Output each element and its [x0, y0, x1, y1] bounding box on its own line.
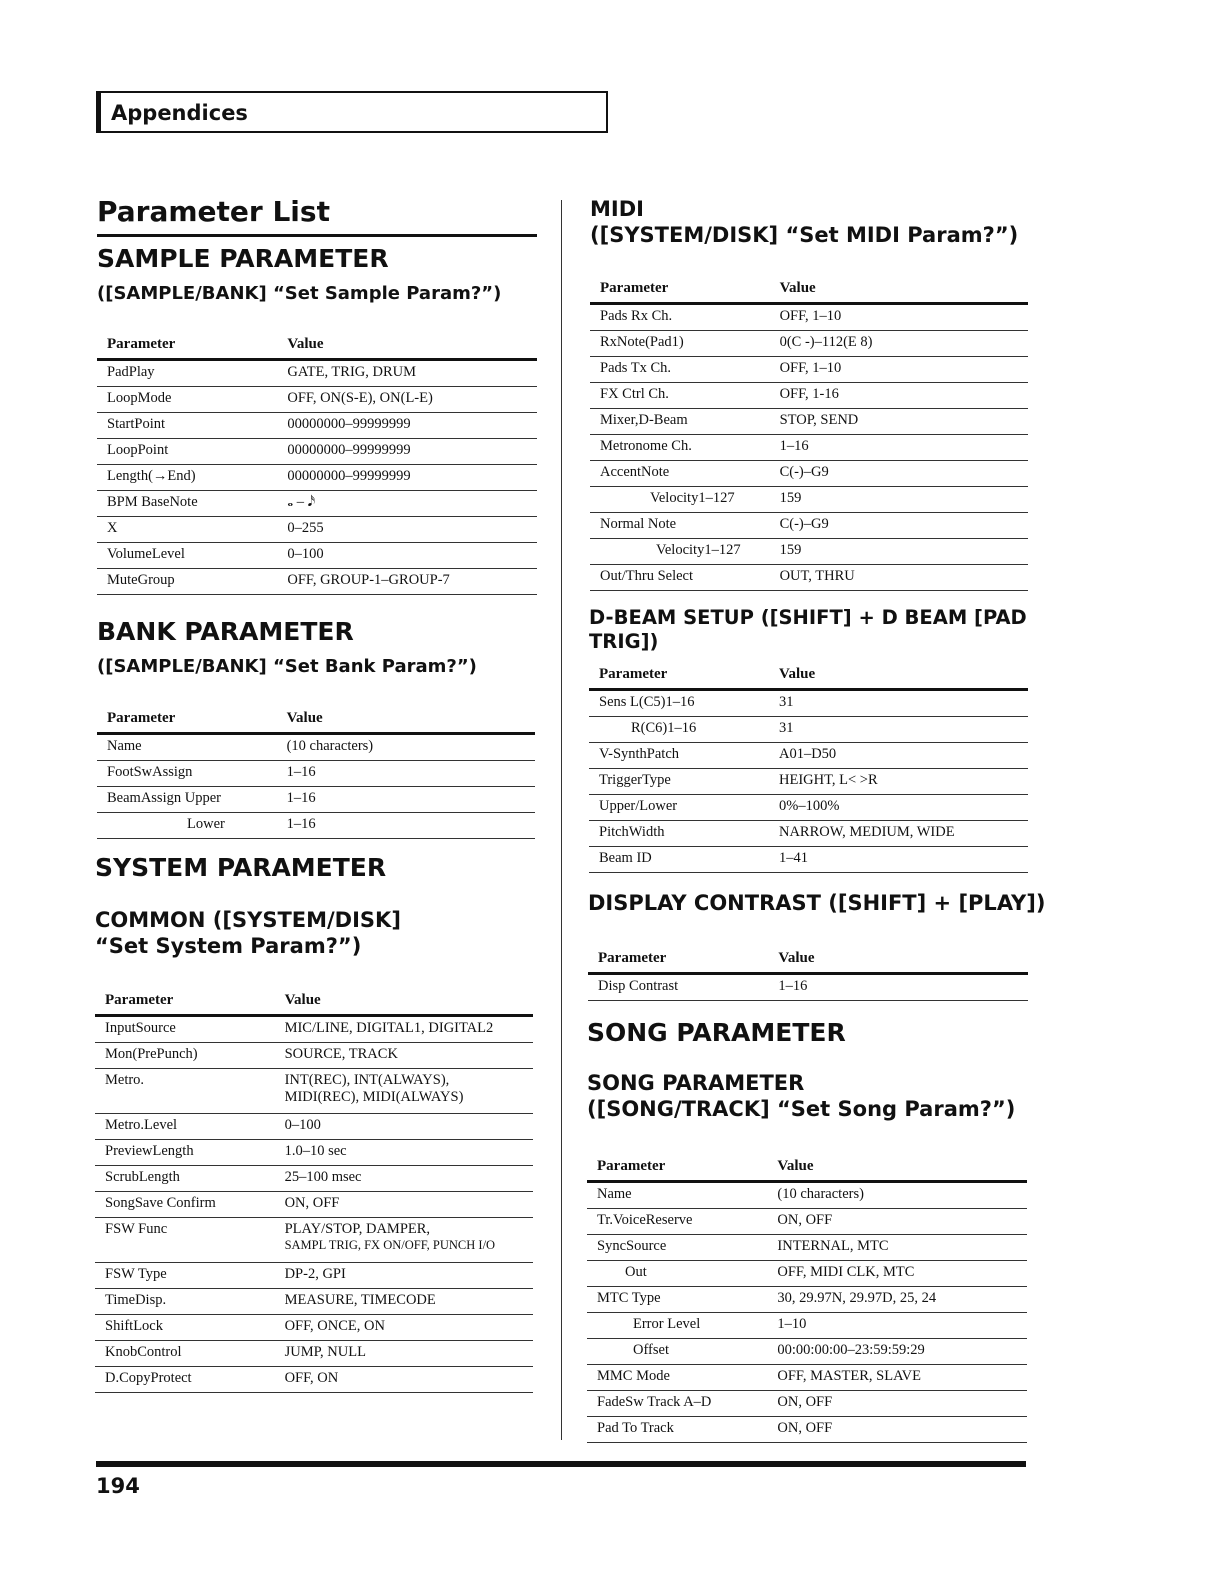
table-row [589, 717, 1028, 743]
table-row [95, 1263, 533, 1289]
table-row [590, 435, 1028, 461]
param-value: OFF, GROUP-1–GROUP-7 [277, 569, 537, 595]
param-name: StartPoint [97, 413, 277, 439]
param-value: NARROW, MEDIUM, WIDE [769, 821, 1028, 847]
param-name: Mixer,D-Beam [590, 409, 770, 435]
display-table-wrap [588, 950, 1028, 1001]
param-name: Beam ID [589, 847, 769, 873]
table-row [590, 513, 1028, 539]
parameter-list-title-block [97, 195, 537, 237]
table-row [589, 795, 1028, 821]
param-value: OFF, 1-16 [770, 383, 1028, 409]
col-header-value: Value [275, 992, 533, 1016]
table-row [97, 543, 537, 569]
table-row [588, 974, 1028, 1001]
note-value-glyphs: 𝅝 – 𝅘𝅥𝅯 [277, 491, 537, 517]
param-name: FSW Type [95, 1263, 275, 1289]
param-value: 0(C -)–112(E 8) [770, 331, 1028, 357]
table-row [95, 1016, 533, 1043]
param-name: MMC Mode [587, 1365, 767, 1391]
param-value: 25–100 msec [275, 1166, 533, 1192]
param-name: LoopMode [97, 387, 277, 413]
param-name: Upper/Lower [589, 795, 769, 821]
param-name: AccentNote [590, 461, 770, 487]
param-value-line1: INT(REC), INT(ALWAYS), [284, 1072, 450, 1088]
col-header-parameter: Parameter [95, 992, 275, 1016]
param-value: 30, 29.97N, 29.97D, 25, 24 [767, 1287, 1027, 1313]
param-name: Velocity1–127 [590, 487, 770, 513]
bank-table-wrap [97, 710, 535, 839]
param-name: Out/Thru Select [590, 565, 770, 591]
table-row [590, 331, 1028, 357]
param-name: Pads Tx Ch. [590, 357, 770, 383]
param-value: (10 characters) [277, 734, 535, 761]
param-value: 31 [769, 717, 1028, 743]
table-row [590, 304, 1028, 331]
param-name: ShiftLock [95, 1315, 275, 1341]
param-value: 0–255 [277, 517, 537, 543]
col-header-value: Value [277, 336, 537, 360]
page-title: Parameter List [97, 195, 330, 228]
param-value: C(-)–G9 [770, 461, 1028, 487]
table-row [587, 1287, 1027, 1313]
table-row [589, 743, 1028, 769]
param-value: HEIGHT, L< >R [769, 769, 1028, 795]
param-value-line2: MIDI(REC), MIDI(ALWAYS) [284, 1089, 464, 1105]
param-value [275, 1069, 533, 1114]
system-parameter-section [95, 854, 535, 959]
table-row [95, 1114, 533, 1140]
param-value: OFF, MIDI CLK, MTC [767, 1261, 1027, 1287]
table-row [589, 847, 1028, 873]
param-value: JUMP, NULL [275, 1341, 533, 1367]
table-row [97, 360, 537, 387]
midi-subheading: ([SYSTEM/DISK] “Set MIDI Param?”) [590, 223, 1019, 248]
param-value: OFF, 1–10 [770, 357, 1028, 383]
col-header-value: Value [769, 666, 1028, 690]
param-name: FootSwAssign [97, 761, 277, 787]
display-contrast-section [588, 890, 1048, 916]
param-value: 0–100 [275, 1114, 533, 1140]
table-row [590, 357, 1028, 383]
table-row [590, 539, 1028, 565]
param-name: Tr.VoiceReserve [587, 1209, 767, 1235]
table-row [589, 821, 1028, 847]
table-row [590, 487, 1028, 513]
param-name: PreviewLength [95, 1140, 275, 1166]
param-value [275, 1218, 533, 1263]
param-name: FSW Func [95, 1218, 275, 1263]
page-number: 194 [96, 1474, 140, 1498]
param-name: Metronome Ch. [590, 435, 770, 461]
param-name: SyncSource [587, 1235, 767, 1261]
table-row [95, 1289, 533, 1315]
table-row [95, 1218, 533, 1263]
param-value: ON, OFF [767, 1209, 1027, 1235]
system-subheading-2: “Set System Param?”) [95, 934, 362, 958]
dbeam-heading: D-BEAM SETUP ([SHIFT] + D BEAM [PAD TRIG]) [589, 606, 1027, 654]
param-name: FX Ctrl Ch. [590, 383, 770, 409]
midi-table [590, 280, 1028, 591]
sample-subheading: ([SAMPLE/BANK] “Set Sample Param?”) [97, 282, 502, 304]
table-row [97, 491, 537, 517]
param-value: ON, OFF [767, 1391, 1027, 1417]
col-header-value: Value [770, 280, 1028, 304]
col-header-parameter: Parameter [590, 280, 770, 304]
param-name: Pads Rx Ch. [590, 304, 770, 331]
param-name: X [97, 517, 277, 543]
param-name: PadPlay [97, 360, 277, 387]
param-value: 1–16 [768, 974, 1028, 1001]
table-row [590, 409, 1028, 435]
param-name: PitchWidth [589, 821, 769, 847]
bank-heading: BANK PARAMETER [97, 617, 354, 646]
system-heading: SYSTEM PARAMETER [95, 853, 387, 882]
param-name: BPM BaseNote [97, 491, 277, 517]
param-value: OFF, 1–10 [770, 304, 1028, 331]
param-value: 1–16 [277, 787, 535, 813]
column-divider [561, 200, 562, 1440]
system-table [95, 992, 533, 1393]
param-value: (10 characters) [767, 1182, 1027, 1209]
table-row [589, 690, 1028, 717]
param-name: D.CopyProtect [95, 1367, 275, 1393]
sample-table [97, 336, 537, 595]
param-value: DP-2, GPI [275, 1263, 533, 1289]
param-value: SOURCE, TRACK [275, 1043, 533, 1069]
system-subheading-1: COMMON ([SYSTEM/DISK] [95, 907, 401, 932]
table-row [95, 1192, 533, 1218]
param-name: Name [587, 1182, 767, 1209]
header-title: Appendices [111, 101, 248, 125]
param-name: TimeDisp. [95, 1289, 275, 1315]
table-row [95, 1367, 533, 1393]
col-header-value: Value [767, 1158, 1027, 1182]
col-header-parameter: Parameter [97, 336, 277, 360]
midi-heading: MIDI [590, 197, 644, 221]
param-value: 0%–100% [769, 795, 1028, 821]
system-table-wrap [95, 992, 533, 1393]
sample-heading: SAMPLE PARAMETER [97, 244, 389, 273]
param-name: RxNote(Pad1) [590, 331, 770, 357]
bank-parameter-section [97, 618, 537, 678]
table-row [587, 1261, 1027, 1287]
display-table [588, 950, 1028, 1001]
table-row [97, 517, 537, 543]
song-table [587, 1158, 1027, 1443]
param-name: KnobControl [95, 1341, 275, 1367]
sample-table-wrap [97, 336, 537, 595]
song-heading: SONG PARAMETER [587, 1018, 846, 1047]
table-row [590, 565, 1028, 591]
param-value: 00:00:00:00–23:59:59:29 [767, 1339, 1027, 1365]
param-value: 1–10 [767, 1313, 1027, 1339]
param-value: 1–16 [277, 813, 535, 839]
footer-rule [96, 1461, 1026, 1467]
param-value: STOP, SEND [770, 409, 1028, 435]
param-name: VolumeLevel [97, 543, 277, 569]
table-row [590, 383, 1028, 409]
dbeam-section [589, 606, 1049, 655]
col-header-parameter: Parameter [589, 666, 769, 690]
table-row [587, 1209, 1027, 1235]
param-value: C(-)–G9 [770, 513, 1028, 539]
param-name: Normal Note [590, 513, 770, 539]
param-value: 31 [769, 690, 1028, 717]
param-value: 00000000–99999999 [277, 465, 537, 491]
param-name: Metro. [95, 1069, 275, 1114]
param-name: Out [587, 1261, 767, 1287]
song-parameter-section [587, 1019, 1047, 1122]
table-row [97, 569, 537, 595]
param-value: 1–16 [277, 761, 535, 787]
param-name: SongSave Confirm [95, 1192, 275, 1218]
param-value-line2: SAMPL TRIG, FX ON/OFF, PUNCH I/O [284, 1238, 496, 1252]
param-name: ScrubLength [95, 1166, 275, 1192]
param-value: OFF, ON(S-E), ON(L-E) [277, 387, 537, 413]
param-value: MIC/LINE, DIGITAL1, DIGITAL2 [275, 1016, 533, 1043]
param-value: 1–41 [769, 847, 1028, 873]
table-row [95, 1315, 533, 1341]
sample-parameter-section [97, 245, 537, 305]
table-row [97, 465, 537, 491]
table-row [97, 413, 537, 439]
param-name: FadeSw Track A–D [587, 1391, 767, 1417]
param-value: OFF, MASTER, SLAVE [767, 1365, 1027, 1391]
param-name: Lower [97, 813, 277, 839]
param-value: 1.0–10 sec [275, 1140, 533, 1166]
param-name: InputSource [95, 1016, 275, 1043]
param-value: A01–D50 [769, 743, 1028, 769]
param-name: MuteGroup [97, 569, 277, 595]
col-header-parameter: Parameter [587, 1158, 767, 1182]
param-name: Error Level [587, 1313, 767, 1339]
param-name: LoopPoint [97, 439, 277, 465]
col-header-value: Value [768, 950, 1028, 974]
dbeam-table-wrap [589, 666, 1028, 873]
param-name: Disp Contrast [588, 974, 768, 1001]
param-name: R(C6)1–16 [589, 717, 769, 743]
table-row [587, 1182, 1027, 1209]
midi-table-wrap [590, 280, 1028, 591]
song-subheading-2: ([SONG/TRACK] “Set Song Param?”) [587, 1097, 1016, 1121]
param-value: OUT, THRU [770, 565, 1028, 591]
param-value: MEASURE, TIMECODE [275, 1289, 533, 1315]
song-table-wrap [587, 1158, 1027, 1443]
table-row [95, 1069, 533, 1114]
param-name: MTC Type [587, 1287, 767, 1313]
col-header-parameter: Parameter [588, 950, 768, 974]
table-row [587, 1235, 1027, 1261]
table-row [95, 1140, 533, 1166]
table-row [95, 1043, 533, 1069]
table-row [97, 813, 535, 839]
param-value: GATE, TRIG, DRUM [277, 360, 537, 387]
param-name: Name [97, 734, 277, 761]
param-value: 00000000–99999999 [277, 439, 537, 465]
display-heading: DISPLAY CONTRAST ([SHIFT] + [PLAY]) [588, 891, 1046, 915]
param-value: ON, OFF [275, 1192, 533, 1218]
table-row [97, 387, 537, 413]
param-value: OFF, ONCE, ON [275, 1315, 533, 1341]
param-name: Sens L(C5)1–16 [589, 690, 769, 717]
table-row [95, 1166, 533, 1192]
param-value: 00000000–99999999 [277, 413, 537, 439]
param-name: Mon(PrePunch) [95, 1043, 275, 1069]
bank-table [97, 710, 535, 839]
param-name: Velocity1–127 [590, 539, 770, 565]
param-value: ON, OFF [767, 1417, 1027, 1443]
table-row [587, 1339, 1027, 1365]
param-value: 159 [770, 539, 1028, 565]
col-header-value: Value [277, 710, 535, 734]
param-value-line1: PLAY/STOP, DAMPER, [284, 1221, 431, 1237]
title-rule [97, 234, 537, 237]
param-value: 159 [770, 487, 1028, 513]
dbeam-table [589, 666, 1028, 873]
table-row [97, 439, 537, 465]
table-row [589, 769, 1028, 795]
param-value: OFF, ON [275, 1367, 533, 1393]
param-name: Offset [587, 1339, 767, 1365]
song-subheading-1: SONG PARAMETER [587, 1070, 805, 1095]
table-row [97, 761, 535, 787]
param-value: 1–16 [770, 435, 1028, 461]
table-row [95, 1341, 533, 1367]
table-row [587, 1313, 1027, 1339]
table-row [587, 1391, 1027, 1417]
param-value: 0–100 [277, 543, 537, 569]
table-row [590, 461, 1028, 487]
table-row [97, 734, 535, 761]
header-box [96, 91, 608, 133]
table-row [97, 787, 535, 813]
col-header-parameter: Parameter [97, 710, 277, 734]
param-name: BeamAssign Upper [97, 787, 277, 813]
bank-subheading: ([SAMPLE/BANK] “Set Bank Param?”) [97, 655, 477, 677]
param-name: Metro.Level [95, 1114, 275, 1140]
midi-section [590, 196, 1030, 249]
param-name: Length(→End) [97, 465, 277, 491]
table-row [587, 1417, 1027, 1443]
param-value: INTERNAL, MTC [767, 1235, 1027, 1261]
param-name: V-SynthPatch [589, 743, 769, 769]
param-name: Pad To Track [587, 1417, 767, 1443]
param-name: TriggerType [589, 769, 769, 795]
table-row [587, 1365, 1027, 1391]
